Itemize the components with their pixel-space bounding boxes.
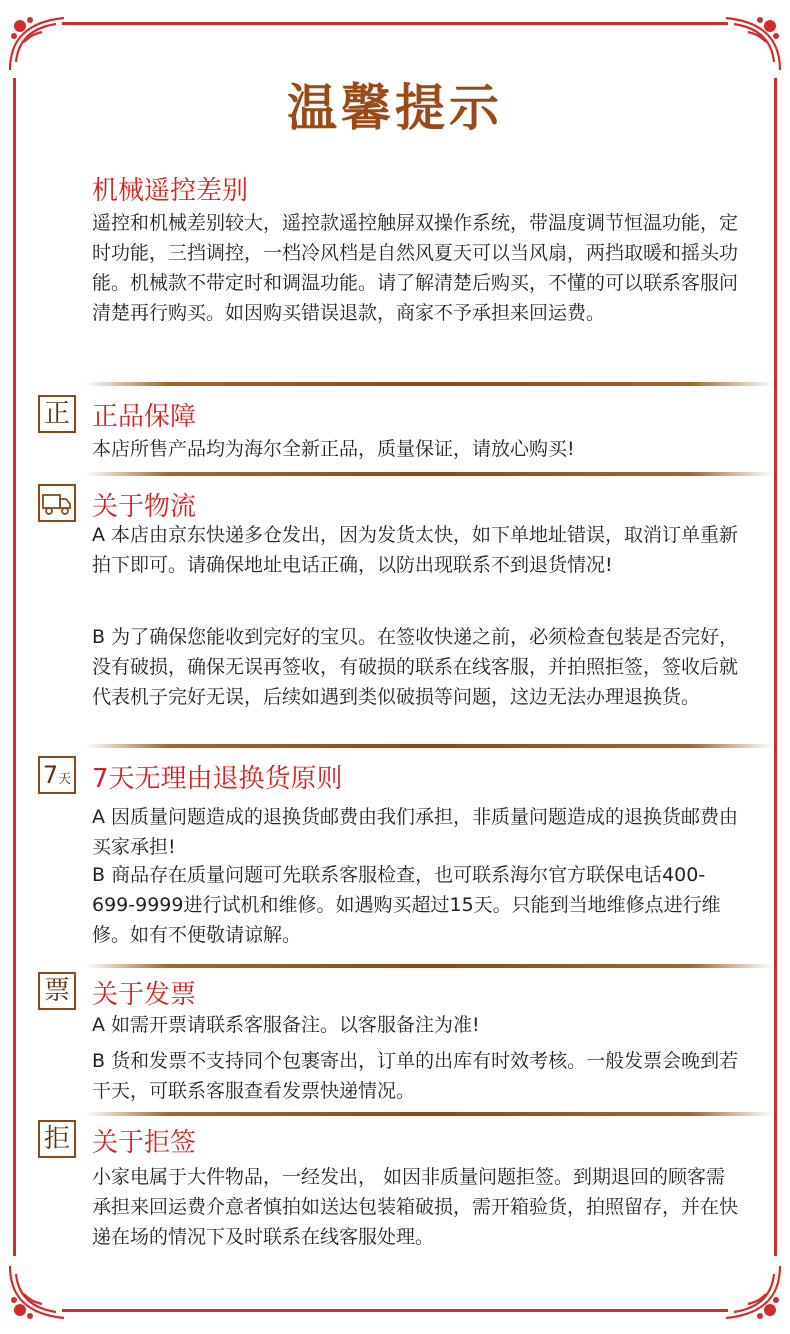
corner-ornament-top-right-icon — [722, 12, 784, 74]
section-heading-remote-vs-mechanical: 机械遥控差别 — [92, 176, 249, 206]
section-paragraph: A 因质量问题造成的退换货邮费由我们承担，非质量问题造成的退换货邮费由买家承担! — [92, 806, 739, 858]
section-divider — [84, 1112, 774, 1116]
section-heading-7day-return: 7天无理由退换货原则 — [92, 764, 343, 794]
section-divider — [84, 472, 774, 476]
seven-day-icon: 7天 — [38, 756, 76, 794]
section-divider — [84, 964, 774, 968]
corner-ornament-top-left-icon — [6, 12, 68, 74]
section-paragraph: B 商品存在质量问题可先联系客服检查，也可联系海尔官方联保电话400-699-9999进行试机和维修。如遇购买超过15天。只能到当地维修点进行维修。如有不便敬请谅解。 — [92, 864, 721, 946]
section-paragraph: 遥控和机械差别较大，遥控款遥控触屏双操作系统，带温度调节恒温功能，定时功能，三挡调控，一档冷风档是自然风夏天可以当风扇，两挡取暖和摇头功能。机械款不带定时和调温功能。请了解清楚后购买，不懂的可以联系客服问清楚再行购买。如因购买错误退款，商家不予承担来回运费。 — [92, 212, 739, 324]
section-paragraph: A 如需开票请联系客服备注。以客服备注为准! — [92, 1014, 480, 1036]
frame-left-line — [13, 78, 16, 1256]
reject-icon: 拒 — [38, 1120, 76, 1158]
frame-bottom-line — [62, 1309, 728, 1312]
section-paragraph: B 为了确保您能收到完好的宝贝。在签收快递之前，必须检查包装是否完好，没有破损，确保无误再签收，有破损的联系在线客服，并拍照拒签，签收后就代表机子完好无误，后续如遇到类似破损等问题，这边无法办理退换货。 — [92, 626, 739, 708]
frame-right-line — [774, 78, 777, 1256]
section-paragraph: 小家电属于大件物品，一经发出， 如因非质量问题拒签。到期退回的顾客需承担来回运费介意者慎拍如送达包装箱破损，需开箱验货，拍照留存，并在快递在场的情况下及时联系在线客服处理。 — [92, 1166, 739, 1248]
genuine-icon: 正 — [38, 395, 76, 433]
page-title: 温馨提示 — [287, 79, 503, 137]
section-divider — [84, 744, 774, 748]
section-divider — [84, 382, 774, 386]
section-paragraph: B 货和发票不支持同个包裹寄出，订单的出库有时效考核。一般发票会晚到若干天，可联系客服查看发票快递情况。 — [92, 1050, 739, 1102]
section-heading-logistics: 关于物流 — [92, 492, 197, 522]
corner-ornament-bottom-left-icon — [6, 1262, 68, 1324]
frame-top-line — [62, 22, 728, 25]
section-heading-genuine-guarantee: 正品保障 — [92, 402, 197, 432]
truck-icon — [38, 484, 76, 522]
invoice-icon: 票 — [38, 972, 76, 1010]
section-paragraph: A 本店由京东快递多仓发出，因为发货太快，如下单地址错误，取消订单重新拍下即可。请确保地址电话正确，以防出现联系不到退货情况! — [92, 524, 739, 576]
corner-ornament-bottom-right-icon — [722, 1262, 784, 1324]
section-heading-invoice: 关于发票 — [92, 980, 197, 1010]
section-heading-refusal: 关于拒签 — [92, 1128, 197, 1158]
section-paragraph: 本店所售产品均为海尔全新正品，质量保证，请放心购买! — [92, 438, 575, 460]
